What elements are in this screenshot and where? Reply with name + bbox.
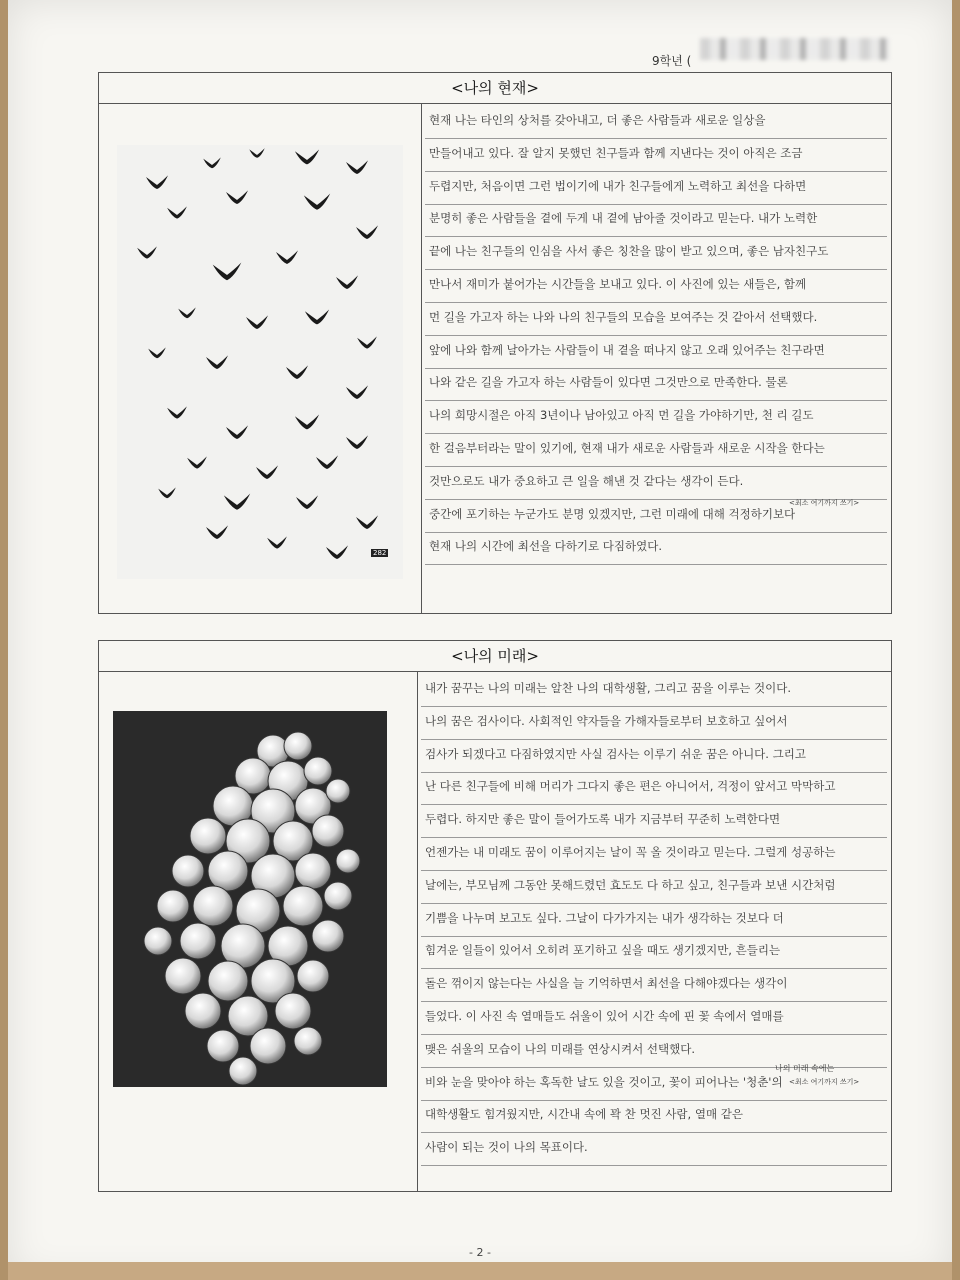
text-line: 사람이 되는 것이 나의 목표이다. [421,1134,887,1166]
grape [208,961,248,1001]
text-line: 앞에 나와 함께 날아가는 사람들이 내 곁을 떠나지 않고 오래 있어주는 친구라면 [425,337,887,369]
text-line: 기쁨을 나누며 보고도 싶다. 그날이 다가가지는 내가 생각하는 것보다 더 [421,905,887,937]
text-line: 날에는, 부모님께 그동안 못해드렸던 효도도 다 하고 싶고, 친구들과 보낸 시간처럼 [421,872,887,904]
present-section [98,72,892,614]
desk-surface [8,1262,952,1280]
grape [157,890,189,922]
grape [229,1057,257,1085]
text-line: 끝에 나는 친구들의 인심을 사서 좋은 칭찬을 많이 받고 있으며, 좋은 남자친구도 [425,238,887,270]
future-min-note: <최소 여기까지 쓰기> [789,1078,860,1086]
present-divider [421,104,422,613]
text-line: 분명히 좋은 사람들을 곁에 두게 내 곁에 남아줄 것이라고 믿는다. 내가 노력한 [425,205,887,237]
text-line: 언젠가는 내 미래도 꿈이 이루어지는 날이 꼭 올 것이라고 믿는다. 그럴게 성공하는 [421,839,887,871]
grape [207,1030,239,1062]
grape [165,958,201,994]
grape [284,732,312,760]
grape [185,993,221,1029]
photo-number: 282 [373,549,387,557]
text-line: 난 다른 친구들에 비해 머리가 그다지 좋은 편은 아니어서, 걱정이 앞서고 막막하고 [421,773,887,805]
grape [312,920,344,952]
text-line: 두렵다. 하지만 좋은 말이 들어가도록 내가 지금부터 꾸준히 노력한다면 [421,806,887,838]
text-line: 두렵지만, 처음이면 그런 법이기에 내가 친구들에게 노력하고 최선을 다하면 [425,173,887,205]
grape [304,757,332,785]
text-line: 힘겨운 일들이 있어서 오히려 포기하고 싶을 때도 생기겠지만, 흔들리는 [421,937,887,969]
text-line: 것만으로도 내가 중요하고 큰 일을 해낸 것 같다는 생각이 든다. [425,468,887,500]
grape [208,851,248,891]
text-line: 먼 길을 가고자 하는 나와 나의 친구들의 모습을 보여주는 것 같아서 선택했다. [425,304,887,336]
present-title: <나의 현재> [99,73,891,104]
future-note-top: 나의 미래 속에는 [775,1064,835,1073]
grape [275,993,311,1029]
future-title: <나의 미래> [99,641,891,672]
text-line: 비와 눈을 맞아야 하는 혹독한 날도 있을 것이고, 꽃이 피어나는 '청춘'의 [421,1069,887,1101]
text-line: 중간에 포기하는 누군가도 분명 있겠지만, 그런 미래에 대해 걱정하기보다 [425,501,887,533]
text-line: 나와 같은 길을 가고자 하는 사람들이 있다면 그것만으로 만족한다. 물론 [425,369,887,401]
grape [172,855,204,887]
future-text-lines [421,675,887,1175]
future-section [98,640,892,1192]
text-line: 현재 나는 타인의 상처를 갖아내고, 더 좋은 사람들과 새로운 일상을 [425,107,887,139]
grape [250,1028,286,1064]
page-number: - 2 - [469,1246,491,1259]
grade-label: 9학년 ( [652,54,692,68]
grape [294,1027,322,1055]
present-text-lines [425,107,887,587]
grape [193,886,233,926]
redacted-name [700,38,890,60]
grape [180,923,216,959]
grape [326,779,350,803]
text-line: 맺은 쉬울의 모습이 나의 미래를 연상시켜서 선택했다. [421,1036,887,1068]
text-line: 나의 꿈은 검사이다. 사회적인 약자들을 가해자들로부터 보호하고 싶어서 [421,708,887,740]
grape [144,927,172,955]
text-line: 대학생활도 힘겨웠지만, 시간내 속에 꽉 찬 멋진 사람, 열매 같은 [421,1101,887,1133]
grapes-photo [113,711,387,1087]
grape [312,815,344,847]
present-min-note: <최소 여기까지 쓰기> [789,499,860,507]
grape [324,882,352,910]
grape [336,849,360,873]
text-line: 내가 꿈꾸는 나의 미래는 알찬 나의 대학생활, 그리고 꿈을 이루는 것이다. [421,675,887,707]
future-divider [417,672,418,1191]
text-line: 들었다. 이 사진 속 열매들도 쉬울이 있어 시간 속에 핀 꽃 속에서 열매를 [421,1003,887,1035]
grape [295,853,331,889]
grape [297,960,329,992]
text-line: 현재 나의 시간에 최선을 다하기로 다짐하였다. [425,533,887,565]
text-line: 한 걸음부터라는 말이 있기에, 현재 내가 새로운 사람들과 새로운 시작을 한다는 [425,435,887,467]
birds-photo [117,145,403,641]
text-line: 돌은 꺾이지 않는다는 사실을 늘 기억하면서 최선을 다해야겠다는 생각이 [421,970,887,1002]
grape [190,818,226,854]
text-line: 만나서 재미가 붙어가는 시간들을 보내고 있다. 이 사진에 있는 새들은, 함께 [425,271,887,303]
grape [283,886,323,926]
text-line: 검사가 되겠다고 다짐하였지만 사실 검사는 이루기 쉬운 꿈은 아니다. 그리고 [421,741,887,773]
text-line: 만들어내고 있다. 잘 알지 못했던 친구들과 함께 지낸다는 것이 아직은 조금 [425,140,887,172]
text-line: 나의 희망시절은 아직 3년이나 남아있고 아직 먼 길을 가야하기만, 천 리 길도 [425,402,887,434]
